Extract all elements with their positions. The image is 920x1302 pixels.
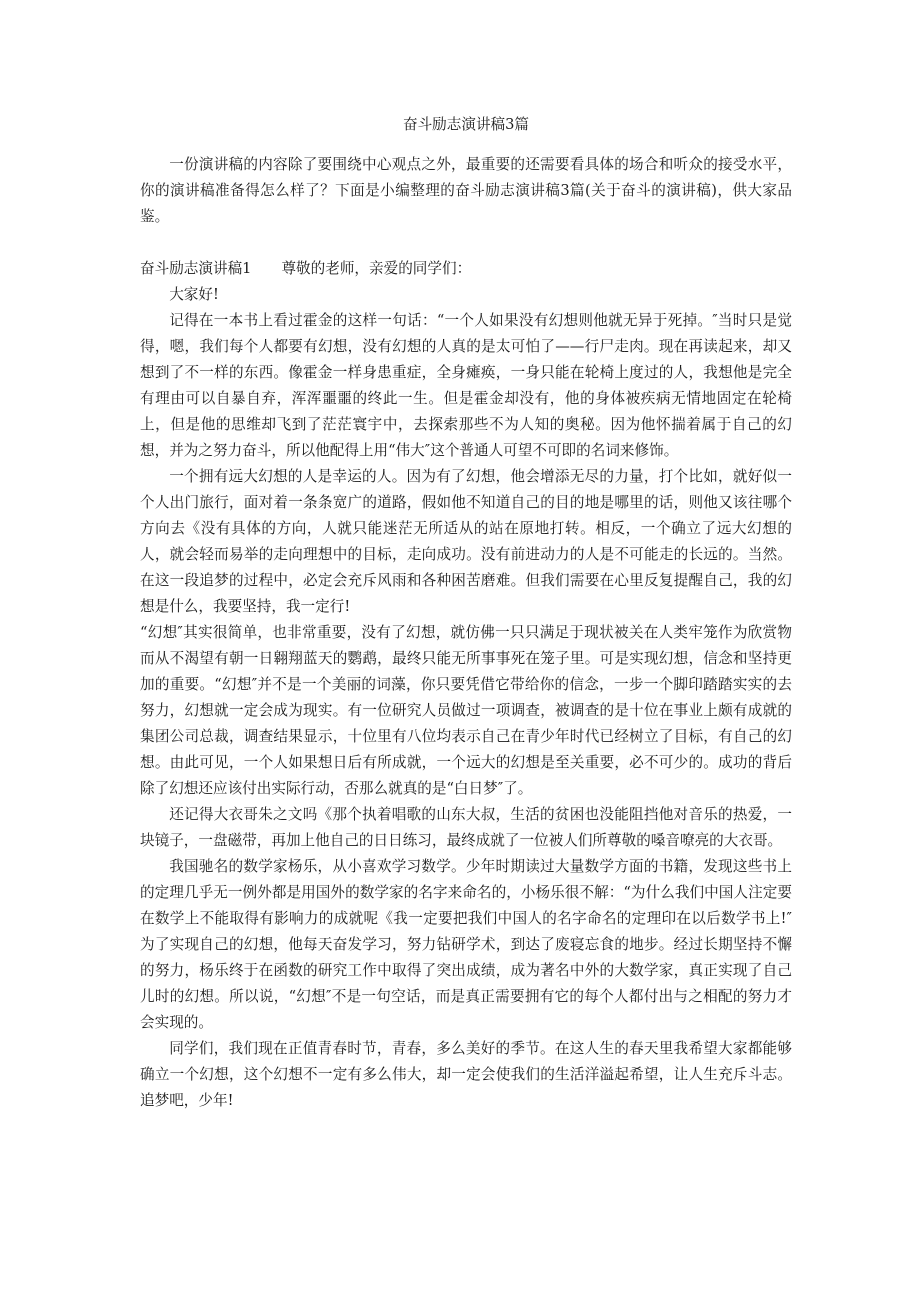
greeting: 大家好! bbox=[169, 286, 219, 303]
document-page bbox=[140, 112, 792, 1114]
body-paragraph: 还记得大衣哥朱之文吗《那个执着唱歌的山东大叔，生活的贫困也没能阻挡他对音乐的热爱，一块镜子，一盘磁带，再加上他自己的日日练习，最终成就了一位被人们所尊敬的嗓音嘹亮的大衣哥。 bbox=[140, 806, 792, 849]
intro-paragraph: 一份演讲稿的内容除了要围绕中心观点之外，最重要的还需要看具体的场合和听众的接受水平，你的演讲稿准备得怎么样了？下面是小编整理的奋斗励志演讲稿3篇(关于奋斗的演讲稿)，供大家品鉴。 bbox=[140, 156, 792, 225]
spacer bbox=[140, 230, 792, 256]
body-paragraph: 同学们，我们现在正值青春时节，青春，多么美好的季节。在这人生的春天里我希望大家都能够确立一个幻想，这个幻想不一定有多么伟大，却一定会使我们的生活洋溢起希望，让人生充斥斗志。追梦吧，少年! bbox=[140, 1040, 792, 1109]
section-heading-line bbox=[140, 256, 792, 282]
section-heading: 奋斗励志演讲稿1 bbox=[140, 260, 252, 277]
body-paragraph: 记得在一本书上看过霍金的这样一句话：“一个人如果没有幻想则他就无异于死掉。″当时只是觉得，嗯，我们每个人都要有幻想，没有幻想的人真的是太可怕了——行尸走肉。现在再读起来，却又想到了不一样的东西。像霍金一样身患重症，全身瘫痪，一身只能在轮椅上度过的人，我想他是完全有理由可以自暴自弃，浑浑噩噩的终此一生。但是霍金却没有，他的身体被疾病无情地固定在轮椅上，但是他的思维却飞到了茫茫寰宇中，去探索那些不为人知的奥秘。因为他怀揣着属于自己的幻想，并为之努力奋斗，所以他配得上用“伟大″这个普通人可望不可即的名词来修饰。 bbox=[140, 312, 792, 459]
body-paragraph: 一个拥有远大幻想的人是幸运的人。因为有了幻想，他会增添无尽的力量，打个比如，就好似一个人出门旅行，面对着一条条宽广的道路，假如他不知道自己的目的地是哪里的话，则他又该往哪个方向去《没有具体的方向，人就只能迷茫无所适从的站在原地打转。相反，一个确立了远大幻想的人，就会轻而易举的走向理想中的目标，走向成功。没有前进动力的人是不可能走的长远的。当然。在这一段追梦的过程中，必定会充斥风雨和各种困苦磨难。但我们需要在心里反复提醒自己，我的幻想是什么，我要坚持，我一定行! bbox=[140, 468, 792, 615]
body-paragraph: 我国驰名的数学家杨乐，从小喜欢学习数学。少年时期读过大量数学方面的书籍，发现这些书上的定理几乎无一例外都是用国外的数学家的名字来命名的，小杨乐很不解：“为什么我们中国人注定要在数学上不能取得有影响力的成就呢《我一定要把我们中国人的名字命名的定理印在以后数学书上!″为了实现自己的幻想，他每天奋发学习，努力钻研学术，到达了废寝忘食的地步。经过长期坚持不懈的努力，杨乐终于在函数的研究工作中取得了突出成绩，成为著名中外的大数学家，真正实现了自己儿时的幻想。所以说，“幻想″不是一句空话，而是真正需要拥有它的每个人都付出与之相配的努力才会实现的。 bbox=[140, 858, 792, 1031]
salutation: 尊敬的老师，亲爱的同学们： bbox=[281, 260, 472, 277]
document-title: 奋斗励志演讲稿3篇 bbox=[402, 116, 530, 133]
body-paragraph-unindented: “幻想″其实很简单，也非常重要，没有了幻想，就仿佛一只只满足于现状被关在人类牢笼作为欣赏物而从不渴望有朝一日翱翔蓝天的鹦鹉，最终只能无所事事死在笼子里。可是实现幻想，信念和坚持更加的重要。“幻想″并不是一个美丽的词藻，你只要凭借它带给你的信念，一步一个脚印踏踏实实的去努力，幻想就一定会成为现实。有一位研究人员做过一项调查，被调查的是十位在事业上颇有成就的集团公司总裁，调查结果显示，十位里有八位均表示自己在青少年时代已经树立了目标，有自己的幻想。由此可见，一个人如果想日后有所成就，一个远大的幻想是至关重要，必不可少的。成功的背后除了幻想还应该付出实际行动，否那么就真的是“白日梦″了。 bbox=[140, 624, 792, 797]
